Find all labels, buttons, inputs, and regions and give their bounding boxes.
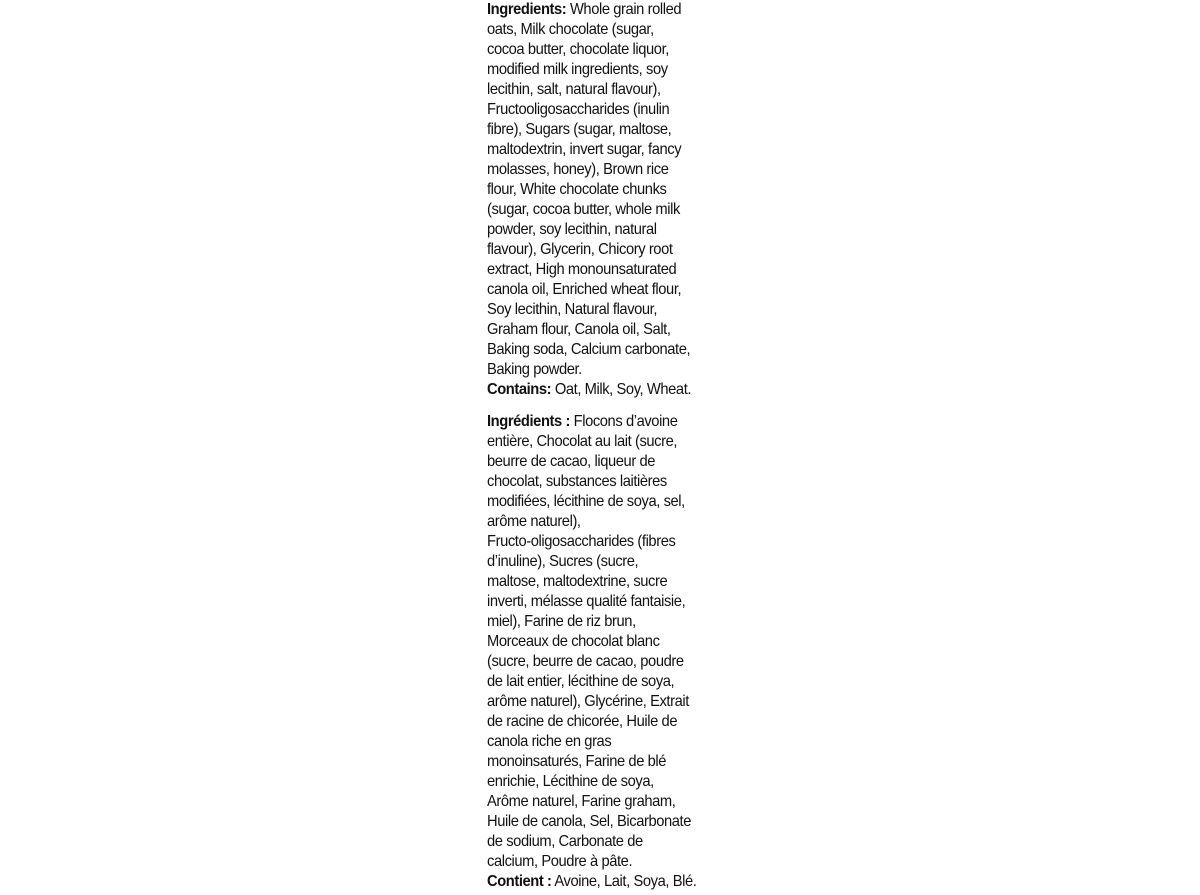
text-line: flavour), Glycerin, Chicory root <box>487 241 673 258</box>
ingredients-label: Ingredients: <box>487 1 567 18</box>
text-line: Baking soda, Calcium carbonate, <box>487 341 691 358</box>
text-line: maltodextrin, invert sugar, fancy <box>487 141 682 158</box>
contains-line <box>487 380 708 400</box>
text-line: Soy lecithin, Natural flavour, <box>487 301 658 318</box>
text-line: calcium, Poudre à pâte. <box>487 853 633 870</box>
text-line: lecithin, salt, natural flavour), <box>487 81 661 98</box>
text-line: extract, High monounsaturated <box>487 261 677 278</box>
french-ingredients-block <box>487 412 708 892</box>
text-line: (sugar, cocoa butter, whole milk <box>487 201 680 218</box>
contains-value: Oat, Milk, Soy, Wheat. <box>551 381 692 398</box>
text-line: de sodium, Carbonate de <box>487 833 643 850</box>
text-line: de lait entier, lécithine de soya, <box>487 673 675 690</box>
text-line <box>487 0 708 20</box>
text-line: arôme naturel), Glycérine, Extrait <box>487 693 689 710</box>
text-line: powder, soy lecithin, natural <box>487 221 657 238</box>
text-line: de racine de chicorée, Huile de <box>487 713 678 730</box>
text-line: Arôme naturel, Farine graham, <box>487 793 676 810</box>
text-line: Huile de canola, Sel, Bicarbonate <box>487 813 692 830</box>
text-line: modified milk ingredients, soy <box>487 61 668 78</box>
text-line: (sucre, beurre de cacao, poudre <box>487 653 684 670</box>
contains-label: Contains: <box>487 381 552 398</box>
ingredients-text-fr: Flocons d’avoine <box>569 413 678 430</box>
text-line: maltose, maltodextrine, sucre <box>487 573 668 590</box>
text-line: d’inuline), Sucres (sucre, <box>487 553 639 570</box>
text-line: Baking powder. <box>487 361 582 378</box>
text-line: chocolat, substances laitières <box>487 473 667 490</box>
text-line: enrichie, Lécithine de soya, <box>487 773 654 790</box>
text-line: Graham flour, Canola oil, Salt, <box>487 321 671 338</box>
text-line: Morceaux de chocolat blanc <box>487 633 660 650</box>
text-line: arôme naturel), <box>487 513 581 530</box>
contains-label-fr: Contient : <box>487 873 552 890</box>
text-line: oats, Milk chocolate (sugar, <box>487 21 654 38</box>
text-line: inverti, mélasse qualité fantaisie, <box>487 593 686 610</box>
text-line: Fructo-oligosaccharides (fibres <box>487 533 676 550</box>
text-line: beurre de cacao, liqueur de <box>487 453 656 470</box>
english-ingredients-block <box>487 0 708 400</box>
text-line: cocoa butter, chocolate liquor, <box>487 41 669 58</box>
contains-line-fr <box>487 872 708 892</box>
ingredients-label-fr: Ingrédients : <box>487 413 570 430</box>
text-line: canola oil, Enriched wheat flour, <box>487 281 682 298</box>
ingredients-panel <box>487 0 708 892</box>
text-line: entière, Chocolat au lait (sucre, <box>487 433 678 450</box>
text-line: flour, White chocolate chunks <box>487 181 667 198</box>
text-line: modifiées, lécithine de soya, sel, <box>487 493 685 510</box>
text-line: miel), Farine de riz brun, <box>487 613 636 630</box>
text-line: Fructooligosaccharides (inulin <box>487 101 670 118</box>
contains-value-fr: Avoine, Lait, Soya, Blé. <box>551 873 697 890</box>
ingredients-text: Whole grain rolled <box>566 1 682 18</box>
text-line: molasses, honey), Brown rice <box>487 161 669 178</box>
text-line: fibre), Sugars (sugar, maltose, <box>487 121 672 138</box>
text-line: canola riche en gras <box>487 733 612 750</box>
text-line: monoinsaturés, Farine de blé <box>487 753 667 770</box>
text-line <box>487 412 708 432</box>
